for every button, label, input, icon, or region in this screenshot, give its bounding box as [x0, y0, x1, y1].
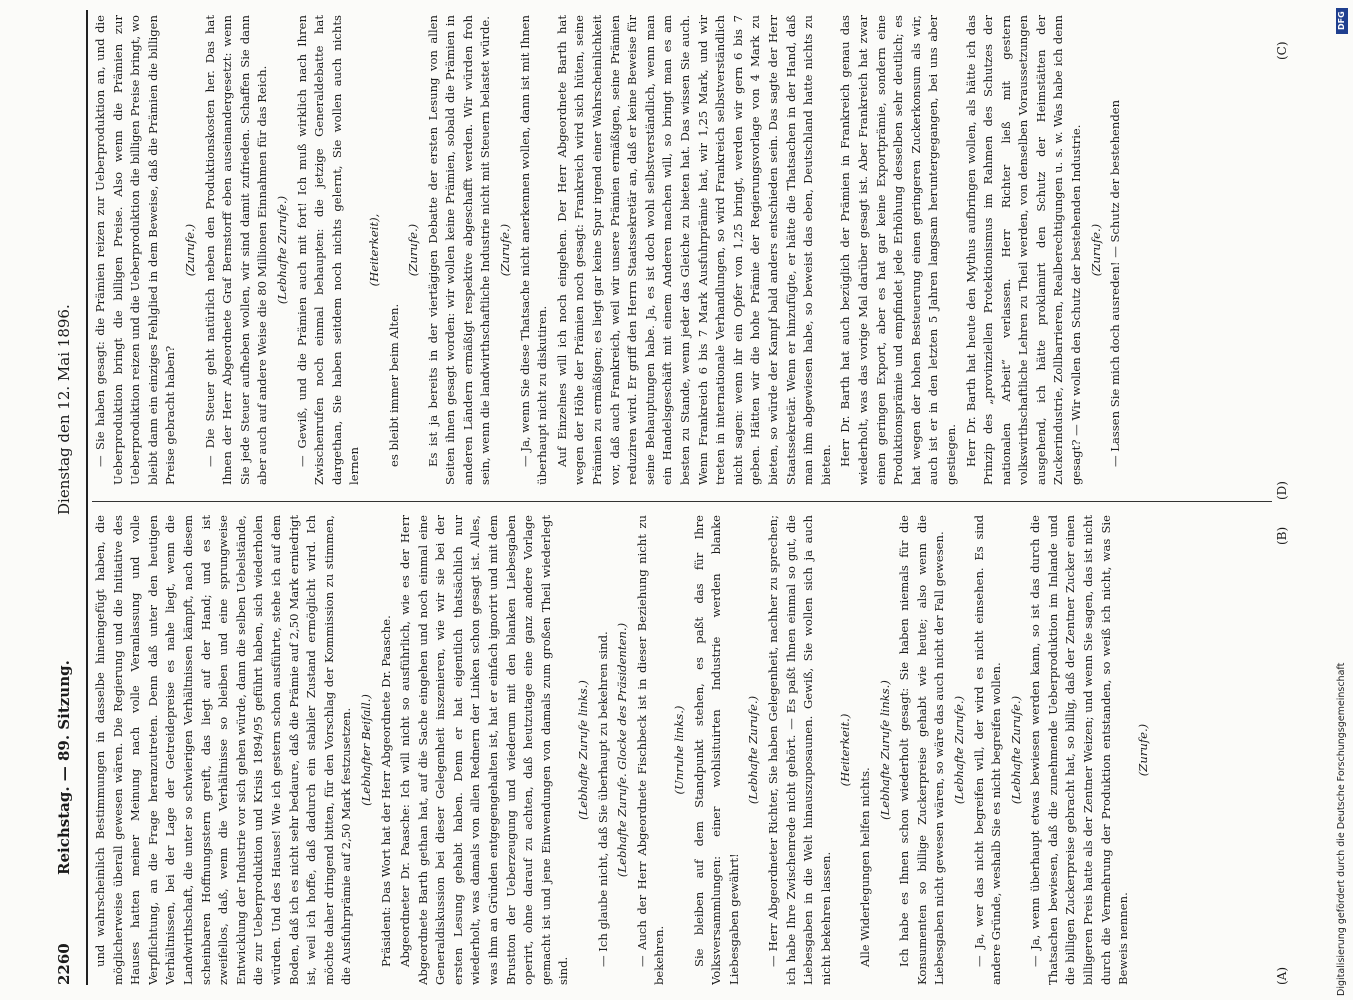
paragraph: (Heiterkeit.) — [838, 713, 853, 787]
paragraph: es bleibt immer beim Alten. — [386, 303, 401, 467]
paragraph: (Lebhafte Zurufe.) — [951, 695, 966, 805]
margin-mark-c: (C) — [1275, 41, 1289, 60]
left-column — [92, 515, 1272, 985]
header-rule — [86, 10, 88, 985]
paragraph: und wahrscheinlich Bestimmungen in dasselbe hineingefügt haben, die möglicherweise überall gewesen wären. Die Regierung und die Initiative des Hauses hatten meiner Meinung nach volle Veranlassung und volle Verpflichtung, an die Frage heranzutreten. Denn daß unter den heutigen Verhältnissen, bei der Lage der Getreidepreise es nahe liegt, wenn die Landwirthschaft, die unter so schwierigen Verhältnissen kämpft, nach diesem scheinbaren Hoffnungsstern greift, das liegt auf der Hand; und es ist zweifellos, daß, wenn die Verhältnisse so bleiben und eine sprungweise Entwicklung der Industrie vor sich gehen würde, dann die selben Uebelstände, die zur Ueberproduktion und Krisis 1894/95 geführt haben, sich wiederholen würden. Und des Hauses! Wie ich gestern schon ausführte, stehe ich auf dem Boden, daß ich es nicht sehr bedaure, daß die Prämie auf 2,50 Mark erniedrigt ist, weil ich hoffe, daß dadurch ein stabiler Zustand ermöglicht wird. Ich möchte daher dringend bitten, für den Vorschlag der Kommission zu stimmen, die Ausfuhrprämie auf 2,50 Mark festzusetzen. — [93, 515, 354, 985]
margin-mark-a: (A) — [1275, 966, 1289, 985]
paragraph: (Lebhafte Zurufe links.) — [877, 680, 892, 820]
paragraph: (Heiterkeit), — [366, 213, 381, 287]
paragraph: — Ja, wer das nicht begreifen will, der wird es nicht einsehen. Es sind andere Gründe, weshalb Sie es nicht begreifen wollen. — [971, 515, 1004, 985]
paragraph: Abgeordneter Dr. Paasche: Ich will nicht so ausführlich, wie es der Herr Abgeordnete Barth gethan hat, auf die Sache eingehen und noch einmal eine Generaldiskussion bei dieser Gelegenheit inszenieren, wie wir sie bei der ersten Lesung gehabt haben. Denn er hat eigentlich thatsächlich nur wiederholt, was damals von allen Rednern der Linken schon gesagt ist. Alles, was ihm an Gründen entgegengehalten ist, hat er einfach ignorirt und mit dem Brustton der Ueberzeugung und wiederum mit den blanken Liebesgaben operirt, ohne darauf zu achten, daß heutzutage eine ganz andere Vorlage gemacht ist und jene Einwendungen von damals zum großen Theil wiederlegt sind. — [398, 515, 571, 985]
paragraph: (Zurufe.) — [1088, 223, 1103, 277]
page-number: 2260 — [55, 943, 73, 985]
paragraph: — Ja, wenn Sie diese Thatsache nicht anerkennen wollen, dann ist mit Ihnen überhaupt nicht zu diskutiren. — [517, 15, 550, 485]
paragraph: — Sie haben gesagt: die Prämien reizen zur Ueberproduktion an, und die Ueberproduktion bringt die billigen Preise. Also wenn die Prämien zur Ueberproduktion reizen und die Ueberproduktion die billigen Preise bringt, wo bleibt dann ein einziges Fehlglied in dem Beweise, daß die Prämien die billigen Preise gebracht haben? — [93, 15, 178, 485]
paragraph: (Lebhafte Zurufe.) — [1008, 695, 1023, 805]
paragraph: Auf Einzelnes will ich noch eingehen. Der Herr Abgeordnete Barth hat wegen der Höhe der Prämien noch gesagt: Frankreich wird sich hüten, seine Prämien zu ermäßigen; es liegt gar keine Spur irgend einer Wahrscheinlichkeit vor, daß auch Frankreich, weil wir unsere Prämien ermäßigen, seine Prämien reduziren wird. Er griff den Herrn Staatssekretär an, daß er keine Beweise für seine Behauptungen habe. Ja, es ist doch wohl selbstverständlich, wenn man ein Handelsgeschäft mit einem Anderen machen will, so bringt man es am besten zu Stande, wenn jeder das Gleiche zu bieten hat. Das wissen Sie auch. Wenn Frankreich 6 bis 7 Mark Ausfuhrprämie hat, wir 1,25 Mark, und wir treten in internationale Verhandlungen, so wird Frankreich selbstverständlich nicht sagen: wenn ihr ein Opfer von 1,25 bringt, werden wir gern 6 bis 7 geben. Hätten wir die hohe Prämie der Regierungsvorlage von 4 Mark zu bieten, so würde der Kampf bald anders entschieden sein. Das sagte der Herr Staatssekretär. Wenn er hinzufügte, er hätte die Thatsachen in der Hand, daß man ihm abgewiesen habe, so beweist das eben, Deutschland hatte nichts zu bieten. — [554, 15, 833, 485]
paragraph: — Ja, wenn überhaupt etwas bewiesen werden kann, so ist das durch die Thatsachen bewiesen, daß die zunehmende Ueberproduktion im Inlande und die billigen Zuckerpreise gebracht hat, so billig, daß der Zentner Zucker einen billigeren Preis hatte als der Zentner Weizen; und wenn Sie sagen, das ist nicht durch die Vermehrung der Produktion entstanden, so weiß ich nicht, was Sie Beweis nennen. — [1028, 515, 1131, 985]
paragraph: (Zurufe.) — [498, 223, 513, 277]
paragraph: (Lebhafte Zurufe links.) — [576, 680, 591, 820]
paragraph: — Auch der Herr Abgeordnete Fischbeck ist in dieser Beziehung nicht zu bekehren. — [634, 515, 667, 985]
paragraph: — Gewiß, und die Prämien auch mit fort! Ich muß wirklich nach Ihren Zwischenrufen noch einmal behaupten: die jetzige Generaldebatte hat dargethan, Sie haben seitdem noch nichts gelernt, Sie wollen auch nichts lernen — [294, 15, 362, 485]
paragraph: Alle Widerlegungen helfen nichts. — [857, 767, 872, 967]
paragraph: Es ist ja bereits in der viertägigen Debatte der ersten Lesung von allen Seiten ihnen gesagt worden: wir wollen keine Prämien, sobald die Prämien in anderen Ländern ermäßigt respektive abgeschafft werden. Wir würden froh sein, wenn die landwirthschaftliche Industrie nicht mit Steuern belastet würde. — [425, 15, 493, 485]
paragraph: (Zurufe.) — [406, 223, 421, 277]
paragraph: (Lebhafte Zurufe.) — [274, 195, 289, 305]
column-divider — [92, 501, 1272, 502]
session-title: Reichstag. — 89. Sitzung. — [55, 660, 73, 875]
page-header — [55, 15, 89, 985]
margin-mark-d: (D) — [1275, 481, 1289, 500]
paragraph: — Die Steuer geht natürlich neben den Produktionskosten her. Das hat Ihnen der Herr Abgeordnete Graf Bernstorff eben auseinandergesetzt: wenn Sie jede Steuer aufheben wollen, wir sind damit zufrieden. Schaffen Sie dann aber auch auf andere Weise die 80 Millionen Einnahmen für das Reich. — [202, 15, 270, 485]
paragraph: Herr Dr. Barth hat heute den Mythus aufbringen wollen, als hätte ich das Prinzip des „provinziellen Protektionismus im Rahmen des Schutzes der nationalen Arbeit“ verlassen. Herr Richter ließ mit gestern volkswirthschaftliche Lehren zu Theil werden, von denselben Voraussetzungen ausgehend, ich hätte proklamirt den Schutz der Heimstätten der Zuckerindustrie, Zollbarrieren, Realberechtigungen u. s. w. Was habe ich denn gesagt? — Wir wollen den Schutz der bestehenden Industrie. — [963, 15, 1084, 485]
digitization-credit: Digitalisierung gefördert durch die Deutsche Forschungsgemeinschaft — [1336, 662, 1347, 996]
margin-mark-b: (B) — [1275, 526, 1289, 545]
right-column — [92, 15, 1272, 485]
paragraph: — Herr Abgeordneter Richter, Sie haben Gelegenheit, nachher zu sprechen; ich habe Ihre Zwischenrede nicht gehört. — Es paßt Ihnen einmal so gut, die Liebesgaben in die Welt hinauszuposaunen. Gewiß, Sie wollen sich ja auch nicht bekehren lassen. — [765, 515, 833, 985]
dfg-logo: DFG — [1336, 8, 1348, 34]
paragraph: — Ich glaube nicht, daß Sie überhaupt zu bekehren sind. — [595, 631, 610, 967]
paragraph: Herr Dr. Barth hat auch bezüglich der Prämien in Frankreich genau das wiederholt, was das vorige Mal darüber gesagt ist. Aber Frankreich hat zwar einen geringen Export, aber es hat gar keine Exportprämie, sondern eine Produktionsprämie und empfindet jede Erhöhung desselben sehr deutlich; es hat wegen der hohen Besteuerung einen geringeren Zuckerkonsum als wir, auch ist er in den letzten 5 Jahren langsam heruntergegangen, bei uns aber gestiegen. — [838, 15, 958, 485]
session-date: Dienstag den 12. Mai 1896. — [55, 304, 73, 515]
paragraph: (Zurufe.) — [182, 223, 197, 277]
paragraph: (Unruhe links.) — [672, 705, 686, 795]
paragraph: Sie bleiben auf dem Standpunkt stehen, es paßt das für Ihre Volksversammlungen: einer wohlsituirten Industrie werden blanke Liebesgaben gewährt! — [691, 515, 741, 985]
paragraph: (Zurufe.) — [1135, 723, 1150, 777]
paragraph: (Lebhafte Zurufe.) — [746, 695, 761, 805]
paragraph: Ich habe es Ihnen schon wiederholt gesagt: Sie haben niemals für die Konsumenten so billige Zuckerpreise gehabt wie heute; also wenn die Liebesgaben nicht gewesen wären, so wäre das auch nicht der Fall gewesen. — [897, 515, 947, 985]
paragraph: — Lassen Sie mich doch ausreden! — Schutz der bestehenden — [1108, 99, 1123, 467]
paragraph: (Lebhafte Zurufe. Glocke des Präsidenten.) — [615, 622, 630, 878]
paragraph: Präsident: Das Wort hat der Herr Abgeordnete Dr. Paasche. — [378, 615, 393, 967]
paragraph: (Lebhafter Beifall.) — [358, 694, 373, 806]
